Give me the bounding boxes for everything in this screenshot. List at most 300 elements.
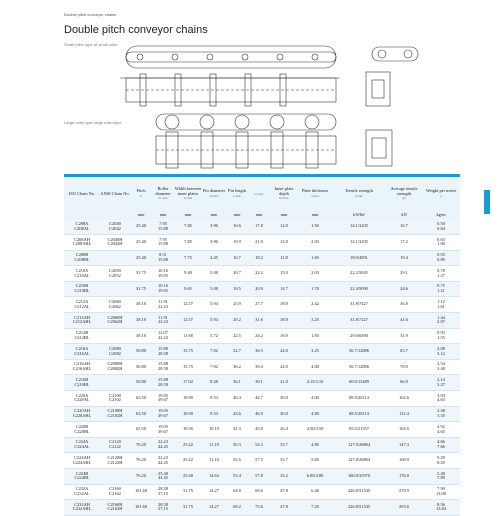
table-cell: 102.6 — [386, 391, 422, 407]
table-cell: 14.27 — [202, 500, 226, 516]
table-cell: 26.4 — [270, 422, 298, 438]
table-cell: 4.45 — [202, 250, 226, 266]
column-header: Pitch P — [130, 177, 152, 211]
table-cell: 176.0 — [386, 469, 422, 485]
table-cell: 0.78 1.27 — [422, 266, 460, 282]
table-units-row — [64, 211, 460, 219]
table-cell: 5.48 7.89 — [422, 469, 460, 485]
table-cell: 14.7 — [270, 281, 298, 297]
table-cell: C2040H C2042H — [100, 235, 130, 251]
table-cell: 88.5/20114 — [332, 406, 386, 422]
table-cell: 7.75 — [174, 250, 202, 266]
table-cell: 22.2/5045 — [332, 266, 386, 282]
table-row — [64, 437, 460, 453]
table-cell: 1.60 — [298, 250, 332, 266]
table-cell: 0.75 1.21 — [422, 281, 460, 297]
small-roller-end-view — [366, 47, 418, 106]
table-cell: 18.90 — [174, 391, 202, 407]
table-cell: 36.2 — [226, 359, 248, 375]
table-cell: C210B C210BL — [64, 281, 100, 297]
table-cell: 10.19 — [202, 422, 226, 438]
table-cell: 18.2 — [248, 250, 270, 266]
table-cell: 35.7 — [270, 437, 298, 453]
table-cell: 4.50/3.50 — [298, 422, 332, 438]
table-cell — [100, 375, 130, 391]
column-unit: mm — [202, 211, 226, 219]
table-row — [64, 484, 460, 500]
table-cell: 31.75 — [130, 281, 152, 297]
large-roller-end-view — [366, 130, 392, 166]
table-cell: 31.75 — [174, 500, 202, 516]
column-header: Pin diameter d2 max — [202, 177, 226, 211]
table-cell: 2.92 4.65 — [422, 422, 460, 438]
table-cell: 15.75 — [174, 359, 202, 375]
table-cell: 7.95 15.88 — [152, 219, 174, 235]
table-row — [64, 219, 460, 235]
table-cell: 1.44 2.07 — [422, 313, 460, 329]
table-cell: 50.80 — [130, 359, 152, 375]
table-cell: 31.75 — [174, 484, 202, 500]
table-cell — [100, 281, 130, 297]
table-cell: 36.1 — [226, 375, 248, 391]
table-cell: C208AH C208AHL — [64, 235, 100, 251]
table-cell: 22.4/5090 — [332, 281, 386, 297]
table-cell: C208A C208AL — [64, 219, 100, 235]
table-cell — [100, 469, 130, 485]
table-header-row — [64, 177, 460, 211]
table-cell: 31.75 — [130, 266, 152, 282]
table-cell: 25.40 — [130, 235, 152, 251]
table-cell: 20.7 — [226, 266, 248, 282]
table-row — [64, 235, 460, 251]
table-cell: C224B C224BL — [64, 469, 100, 485]
table-cell: C2040 C2042 — [100, 219, 130, 235]
table-cell: C224AH C224AHL — [64, 453, 100, 469]
table-cell: 21.0 — [248, 235, 270, 251]
table-cell: 29.2 — [226, 313, 248, 329]
table-cell: 19.5 — [226, 281, 248, 297]
table-cell: 45.0 — [248, 422, 270, 438]
table-cell: C232A C232AL — [64, 484, 100, 500]
table-cell: 18.0/4091 — [332, 250, 386, 266]
table-cell: 11.68 — [174, 328, 202, 344]
table-cell: 18.0 — [270, 297, 298, 313]
table-cell: 16.7 — [226, 250, 248, 266]
table-cell: 38.10 — [130, 313, 152, 329]
table-cell: C2120H C2122H — [100, 453, 130, 469]
table-row — [64, 359, 460, 375]
table-cell: 64.8 — [226, 484, 248, 500]
column-unit — [100, 211, 130, 219]
column-header: Plate thickness T max — [298, 177, 332, 211]
table-cell: 11.91 22.23 — [152, 297, 174, 313]
table-cell: 11.10 — [202, 437, 226, 453]
column-unit: mm — [248, 211, 270, 219]
table-cell: 27.7 — [248, 297, 270, 313]
table-cell: 25.22 — [174, 437, 202, 453]
column-header: ISO Chain No. — [64, 177, 100, 211]
table-cell: 4.15/3.10 — [298, 375, 332, 391]
table-cell: 65.7 — [386, 344, 422, 360]
table-cell: 17.8 — [248, 219, 270, 235]
table-cell: 16.6 — [226, 219, 248, 235]
table-cell: 66.0 — [386, 375, 422, 391]
table-row — [64, 266, 460, 282]
table-cell: C2060 C2062 — [100, 297, 130, 313]
table-cell: 0.50 0.84 — [422, 219, 460, 235]
table-cell: 24.0 — [270, 359, 298, 375]
table-cell: 14.1/3205 — [332, 235, 386, 251]
table-cell: 29.0/6590 — [332, 328, 386, 344]
table-cell: 1.85 — [298, 328, 332, 344]
table-cell: 28.58 57.15 — [152, 500, 174, 516]
table-cell: 5.08 — [202, 266, 226, 282]
table-cell: 19.4 — [386, 250, 422, 266]
table-cell: 7.92 — [202, 359, 226, 375]
table-cell: 18.90 — [174, 406, 202, 422]
table-cell: 57.5 — [248, 453, 270, 469]
table-cell: 12.0 — [270, 235, 298, 251]
table-cell: 25.9 — [226, 297, 248, 313]
table-cell: 47.8 — [270, 500, 298, 516]
table-cell: 5.29 8.29 — [422, 453, 460, 469]
table-cell: 19.05 39.67 — [152, 406, 174, 422]
table-cell: 104.5 — [386, 422, 422, 438]
table-cell: 36.8 — [386, 297, 422, 313]
table-cell: 31.9 — [386, 328, 422, 344]
table-row — [64, 344, 460, 360]
table-cell: 7.92 — [202, 344, 226, 360]
table-cell: 3.96 — [202, 235, 226, 251]
table-cell: 53.5 — [226, 453, 248, 469]
table-cell: 19.9 — [226, 235, 248, 251]
table-cell: 2.54 3.48 — [422, 359, 460, 375]
table-cell: 0.55 0.89 — [422, 250, 460, 266]
table-cell: 16.0 — [270, 328, 298, 344]
table-cell: 11.91 22.23 — [152, 313, 174, 329]
table-cell: 7.20 — [298, 500, 332, 516]
table-cell: 10.16 19.05 — [152, 266, 174, 282]
table-cell: 41.3 — [226, 422, 248, 438]
column-unit: mm — [152, 211, 174, 219]
table-cell: 60.0/13489 — [332, 375, 386, 391]
table-row — [64, 328, 460, 344]
subtitle-large-roller: Large roller type large roller type — [64, 120, 122, 125]
table-cell: 12.57 — [174, 313, 202, 329]
table-cell: 18.0 — [270, 313, 298, 329]
table-cell: 2.14 3.27 — [422, 375, 460, 391]
column-unit: mm — [130, 211, 152, 219]
table-cell: 46.9 — [248, 406, 270, 422]
table-cell: 38.10 — [130, 328, 152, 344]
table-row — [64, 250, 460, 266]
table-cell: 14.63 — [202, 469, 226, 485]
table-cell: 127.0/28864 — [332, 453, 386, 469]
table-cell: 11.10 — [202, 453, 226, 469]
table-cell: 63.50 — [130, 422, 152, 438]
table-cell: 15.88 28.58 — [152, 359, 174, 375]
page-title: Double pitch conveyor chains — [64, 24, 208, 36]
table-cell: 3.03 4.63 — [422, 391, 460, 407]
column-unit: mm — [226, 211, 248, 219]
table-cell — [100, 328, 130, 344]
column-header: Inner plate depth h2 max — [270, 177, 298, 211]
table-cell: 31.8/7227 — [332, 313, 386, 329]
table-cell: 57.8 — [248, 469, 270, 485]
table-cell: 6.00/4.80 — [298, 469, 332, 485]
table-cell: 2.42 — [298, 297, 332, 313]
table-cell: 160.9 — [386, 453, 422, 469]
table-row — [64, 469, 460, 485]
table-cell: 6.40 — [298, 484, 332, 500]
table-cell: 8.56 13.84 — [422, 500, 460, 516]
table-cell: 25.22 — [174, 453, 202, 469]
table-cell: 12.0 — [270, 219, 298, 235]
table-cell: C2100 C2102 — [100, 391, 130, 407]
table-cell: 70.0 — [386, 359, 422, 375]
column-header: Pin length L max — [226, 177, 248, 211]
table-body — [64, 219, 460, 515]
table-cell: 10.16 19.05 — [152, 281, 174, 297]
table-cell: C2100H C2102H — [100, 406, 130, 422]
table-cell: C232AH C232AHL — [64, 500, 100, 516]
table-cell: C212B C212BL — [64, 328, 100, 344]
table-cell: 25.40 — [130, 219, 152, 235]
table-cell: 7.85 — [174, 219, 202, 235]
table-cell: C212A C212AL — [64, 297, 100, 313]
table-cell: 0.93 1.55 — [422, 328, 460, 344]
table-cell: 9.53 — [202, 406, 226, 422]
column-unit: mm — [270, 211, 298, 219]
table-cell: 43.6 — [226, 406, 248, 422]
table-cell: 278.9 — [386, 484, 422, 500]
table-cell: 22.23 44.45 — [152, 437, 174, 453]
table-cell: 16.7 — [386, 219, 422, 235]
table-cell: 44.7 — [248, 391, 270, 407]
table-cell: 4.00 — [298, 359, 332, 375]
table-cell: 88.5/20114 — [332, 391, 386, 407]
column-header: Weight per meter q — [422, 177, 460, 211]
table-cell: 56.7/12886 — [332, 359, 386, 375]
table-cell: 9.65 — [174, 281, 202, 297]
table-cell: 4.00 — [298, 391, 332, 407]
table-cell: 54.3 — [248, 437, 270, 453]
table-cell: C2080 C2082 — [100, 344, 130, 360]
table-row — [64, 406, 460, 422]
table-cell: C2080H C2082H — [100, 359, 130, 375]
column-unit: kg/m — [422, 211, 460, 219]
table-cell: 30.0 — [270, 391, 298, 407]
table-cell: 24.6 — [386, 281, 422, 297]
table-cell: C224A C224AL — [64, 437, 100, 453]
breadcrumb: Double pitch conveyor chains — [64, 12, 117, 17]
table-cell: 35.7 — [270, 453, 298, 469]
table-cell: 31.8/7227 — [332, 297, 386, 313]
table-cell: 12.57 — [174, 297, 202, 313]
table-cell: 38.10 — [130, 297, 152, 313]
table-row — [64, 281, 460, 297]
table-cell: 2.08 3.12 — [422, 344, 460, 360]
table-cell: 226.8/51545 — [332, 500, 386, 516]
table-cell: 3.96 — [202, 219, 226, 235]
table-cell: 3.38 5.35 — [422, 406, 460, 422]
table-cell: 17.2 — [386, 235, 422, 251]
table-cell: C210A C210AL — [64, 266, 100, 282]
table-cell: 12.07 22.23 — [152, 328, 174, 344]
table-cell: C208B C208BL — [64, 250, 100, 266]
table-cell: 2.03 — [298, 266, 332, 282]
table-cell: 21.0 — [270, 375, 298, 391]
column-header: ANSI Chain No. — [100, 177, 130, 211]
table-cell: 25.40 44.45 — [152, 469, 174, 485]
table-cell: 127.0/28864 — [332, 437, 386, 453]
column-unit: kN/lbf — [332, 211, 386, 219]
table-cell: 2.03 — [298, 235, 332, 251]
table-cell: 226.8/51545 — [332, 484, 386, 500]
table-cell: 147.3 — [386, 437, 422, 453]
table-cell: 50.3 — [226, 437, 248, 453]
table-cell: 33.2 — [270, 469, 298, 485]
subtitle-small-roller: Small roller type of small roller — [64, 42, 118, 47]
table-cell: 25.40 — [130, 250, 152, 266]
table-cell: 112.4 — [386, 406, 422, 422]
table-cell: 56.7/12886 — [332, 344, 386, 360]
column-unit: mm — [174, 211, 202, 219]
table-cell: 101.60 — [130, 500, 152, 516]
small-roller-chain-drawing — [120, 46, 340, 106]
table-cell: 14.27 — [202, 484, 226, 500]
table-cell: 8.51 15.88 — [152, 250, 174, 266]
spec-table — [64, 174, 460, 516]
table-cell: 9.40 — [174, 266, 202, 282]
table-cell: 32.7 — [226, 344, 248, 360]
table-cell: 5.72 — [202, 328, 226, 344]
table-cell: C220AH C220AHL — [64, 406, 100, 422]
table-cell: 39.4 — [248, 359, 270, 375]
table-row — [64, 297, 460, 313]
table-cell: 11.8 — [270, 250, 298, 266]
table-cell: 31.6 — [248, 313, 270, 329]
table-cell: 22.2 — [248, 266, 270, 282]
column-header: Width between inner plates b1 min — [174, 177, 202, 211]
table-cell: 41.6 — [386, 313, 422, 329]
table-cell: 5.94 — [202, 297, 226, 313]
table-cell: 3.25 — [298, 313, 332, 329]
large-roller-chain-drawing — [156, 114, 336, 168]
table-cell: 4.80 — [298, 406, 332, 422]
table-cell: 50.80 — [130, 375, 152, 391]
table-cell: 0.65 1.00 — [422, 235, 460, 251]
table-cell: 7.90 13.00 — [422, 484, 460, 500]
table-cell: 73.6 — [248, 500, 270, 516]
table-cell: 19.05 39.67 — [152, 391, 174, 407]
table-cell: 160.0/35970 — [332, 469, 386, 485]
table-row — [64, 453, 460, 469]
table-cell: C216B C216BL — [64, 375, 100, 391]
table-cell: 5.94 — [202, 313, 226, 329]
table-cell: 8.28 — [202, 375, 226, 391]
table-cell: 101.60 — [130, 484, 152, 500]
table-cell: 25.40 — [174, 469, 202, 485]
table-cell: 293.6 — [386, 500, 422, 516]
table-cell: 17.02 — [174, 375, 202, 391]
table-cell: 30.0 — [270, 406, 298, 422]
table-cell: 22.23 44.45 — [152, 453, 174, 469]
column-header: Lc max — [248, 177, 270, 211]
table-row — [64, 391, 460, 407]
table-cell: 4.80 — [298, 437, 332, 453]
table-cell — [100, 422, 130, 438]
table-cell: 76.20 — [130, 469, 152, 485]
table-cell: C216A C216AL — [64, 344, 100, 360]
table-cell: 15.0 — [270, 266, 298, 282]
table-cell: 24.2 — [248, 328, 270, 344]
table-cell: 15.88 28.58 — [152, 344, 174, 360]
table-cell: 1.12 1.61 — [422, 297, 460, 313]
table-cell: 28.58 57.15 — [152, 484, 174, 500]
table-cell: 40.4 — [226, 391, 248, 407]
column-unit: kN — [386, 211, 422, 219]
table-cell: 1.50 — [298, 219, 332, 235]
table-cell: C220B C220BL — [64, 422, 100, 438]
table-cell — [100, 250, 130, 266]
table-cell: 7.95 15.88 — [152, 235, 174, 251]
table-cell: 7.85 — [174, 235, 202, 251]
table-cell: 20.9 — [248, 281, 270, 297]
table-cell: C2160 C2162 — [100, 484, 130, 500]
column-header: Average tensile strength Q0 — [386, 177, 422, 211]
column-unit: mm — [298, 211, 332, 219]
column-header: Roller diameter d1 max — [152, 177, 174, 211]
table-cell: 29.1 — [386, 266, 422, 282]
table-cell: 53.4 — [226, 469, 248, 485]
table-cell: 24.0 — [270, 344, 298, 360]
table-cell: 69.6 — [248, 484, 270, 500]
table-cell: 1.70 — [298, 281, 332, 297]
table-cell: 47.8 — [270, 484, 298, 500]
table-row — [64, 313, 460, 329]
table-row — [64, 422, 460, 438]
table-cell: C220A C220AL — [64, 391, 100, 407]
table-cell: 76.20 — [130, 453, 152, 469]
table-cell: 22.5 — [226, 328, 248, 344]
table-cell: 39.1 — [248, 375, 270, 391]
table-cell: 63.50 — [130, 391, 152, 407]
column-header: Tensile strength Q min — [332, 177, 386, 211]
table-cell: C2160H C2162H — [100, 500, 130, 516]
table-cell: 15.75 — [174, 344, 202, 360]
table-cell: 5.08 — [202, 281, 226, 297]
table-cell: 19.56 — [174, 422, 202, 438]
table-cell: 95.0/21357 — [332, 422, 386, 438]
table-cell: 9.53 — [202, 391, 226, 407]
column-unit — [64, 211, 100, 219]
table-row — [64, 375, 460, 391]
table-cell: 5.60 — [298, 453, 332, 469]
table-cell: 76.20 — [130, 437, 152, 453]
table-cell: C2050 C2052 — [100, 266, 130, 282]
table-cell: 4.66 7.66 — [422, 437, 460, 453]
table-cell: 69.2 — [226, 500, 248, 516]
table-cell: C212AH C212AHL — [64, 313, 100, 329]
table-cell: 63.50 — [130, 406, 152, 422]
table-cell: 14.1/3205 — [332, 219, 386, 235]
table-cell: 3.25 — [298, 344, 332, 360]
table-row — [64, 500, 460, 516]
table-cell: 36.5 — [248, 344, 270, 360]
table-cell: 15.88 28.58 — [152, 375, 174, 391]
table-cell: C216AH C216AHL — [64, 359, 100, 375]
